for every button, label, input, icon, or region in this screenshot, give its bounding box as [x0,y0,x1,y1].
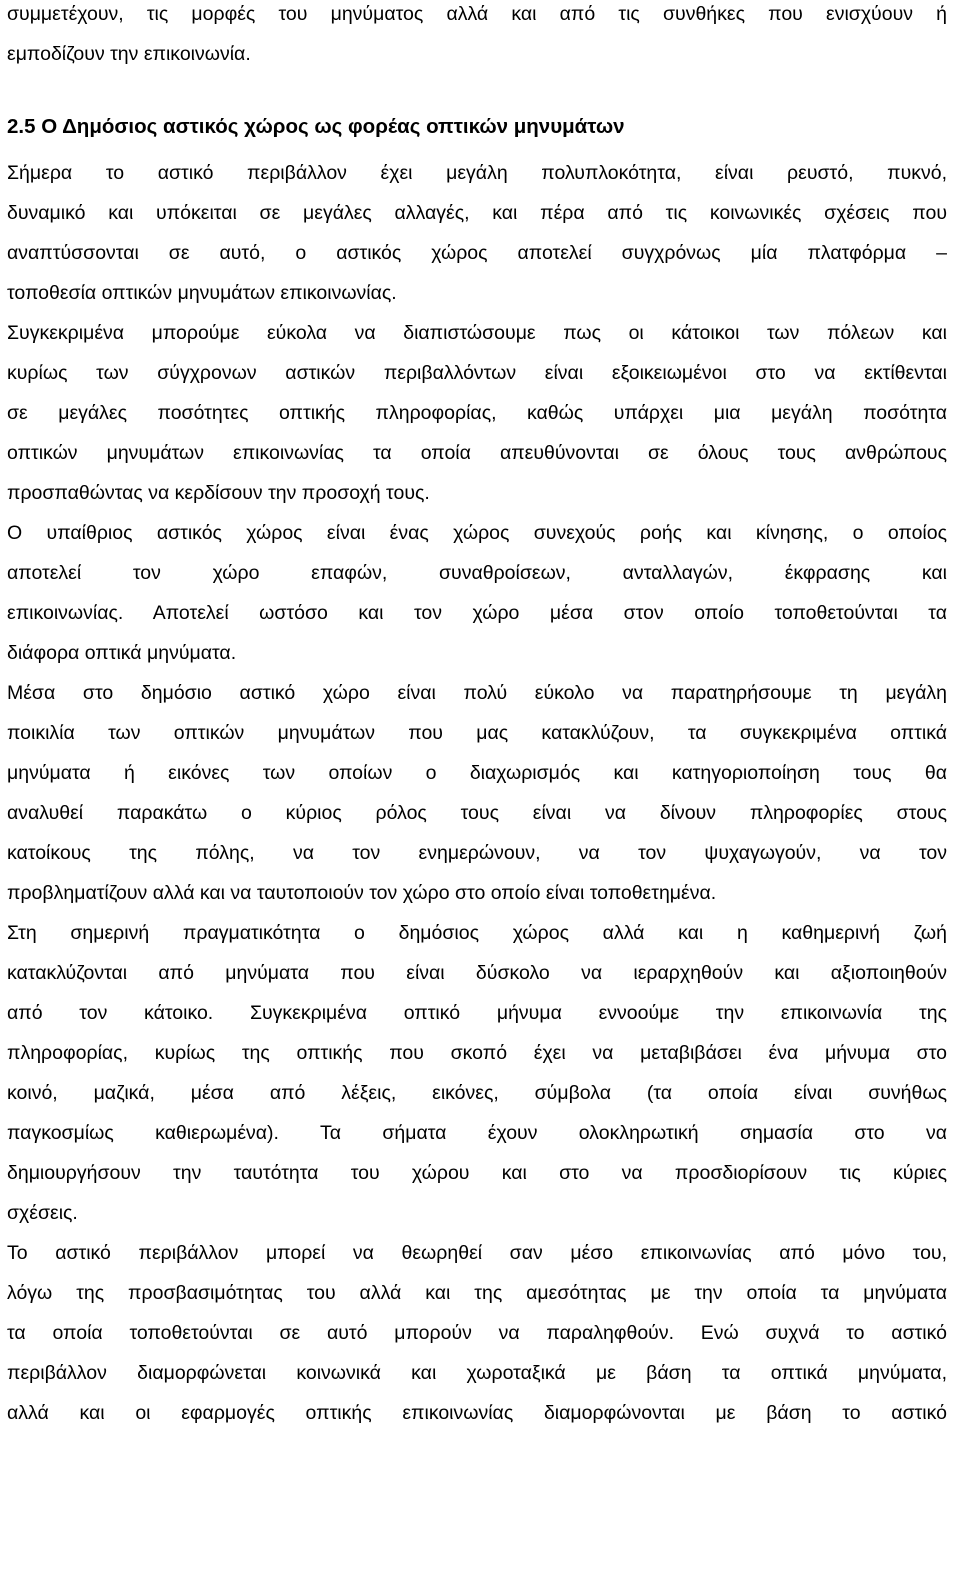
text-line: κατοίκους της πόλης, να τον ενημερώνουν, να τον ψυχαγωγούν, να τον [7,842,947,864]
text-line: περιβάλλον διαμορφώνεται κοινωνικά και χωροταξικά με βάση τα οπτικά μηνύματα, [7,1362,947,1384]
text-line: λόγω της προσβασιμότητας του αλλά και της αμεσότητας με την οποία τα μηνύματα [7,1282,947,1304]
text-line: προβληματίζουν αλλά και να ταυτοποιούν τον χώρο στο οποίο είναι τοποθετημένα. [7,882,717,904]
paragraph-4 [7,673,947,913]
text-line: ποικιλία των οπτικών μηνυμάτων που μας κατακλύζουν, τα συγκεκριμένα οπτικά [7,722,947,744]
paragraph-3 [7,513,947,673]
text-line: συμμετέχουν, τις μορφές του μηνύματος αλλά και από τις συνθήκες που ενισχύουν ή [7,3,947,25]
paragraph-5 [7,913,947,1233]
text-line: αλλά και οι εφαρμογές οπτικής επικοινωνίας διαμορφώνονται με βάση το αστικό [7,1402,947,1424]
text-line: σε μεγάλες ποσότητες οπτικής πληροφορίας, καθώς υπάρχει μια μεγάλη ποσότητα [7,402,947,424]
text-line: αναπτύσσονται σε αυτό, ο αστικός χώρος αποτελεί συγχρόνως μία πλατφόρμα – [7,242,947,264]
text-line: Σήμερα το αστικό περιβάλλον έχει μεγάλη πολυπλοκότητα, είναι ρευστό, πυκνό, [7,162,947,184]
text-line: αναλυθεί παρακάτω ο κύριος ρόλος τους είναι να δίνουν πληροφορίες στους [7,802,947,824]
text-line: πληροφορίας, κυρίως της οπτικής που σκοπό έχει να μεταβιβάσει ένα μήνυμα στο [7,1042,947,1064]
text-line: σχέσεις. [7,1202,78,1224]
section-heading: 2.5 Ο Δημόσιος αστικός χώρος ως φορέας οπτικών μηνυμάτων [7,115,625,138]
paragraph-1 [7,153,947,313]
text-line: οπτικών μηνυμάτων επικοινωνίας τα οποία απευθύνονται σε όλους τους ανθρώπους [7,442,947,464]
text-line: δημιουργήσουν την ταυτότητα του χώρου και στο να προσδιορίσουν τις κύριες [7,1162,947,1184]
text-line: κοινό, μαζικά, μέσα από λέξεις, εικόνες, σύμβολα (τα οποία είναι συνήθως [7,1082,947,1104]
text-line: τοποθεσία οπτικών μηνυμάτων επικοινωνίας. [7,282,397,304]
text-line: παγκοσμίως καθιερωμένα). Τα σήματα έχουν ολοκληρωτική σημασία στο να [7,1122,947,1144]
text-line: τα οποία τοποθετούνται σε αυτό μπορούν να παραληφθούν. Ενώ συχνά το αστικό [7,1322,947,1344]
text-line: Στη σημερινή πραγματικότητα ο δημόσιος χώρος αλλά και η καθημερινή ζωή [7,922,947,944]
spacer [7,74,947,107]
text-line: επικοινωνίας. Αποτελεί ωστόσο και τον χώρο μέσα στον οποίο τοποθετούνται τα [7,602,947,624]
paragraph-6 [7,1233,947,1433]
text-line: Συγκεκριμένα μπορούμε εύκολα να διαπιστώσουμε πως οι κάτοικοι των πόλεων και [7,322,947,344]
text-line: κυρίως των σύγχρονων αστικών περιβαλλόντων είναι εξοικειωμένοι στο να εκτίθενται [7,362,947,384]
document-page [7,0,947,1433]
text-line: μηνύματα ή εικόνες των οποίων ο διαχωρισμός και κατηγοριοποίηση τους θα [7,762,947,784]
text-line: κατακλύζονται από μηνύματα που είναι δύσκολο να ιεραρχηθούν και αξιοποιηθούν [7,962,947,984]
text-line: Ο υπαίθριος αστικός χώρος είναι ένας χώρος συνεχούς ροής και κίνησης, ο οποίος [7,522,947,544]
text-line: Μέσα στο δημόσιο αστικό χώρο είναι πολύ εύκολο να παρατηρήσουμε τη μεγάλη [7,682,947,704]
text-line: αποτελεί τον χώρο επαφών, συναθροίσεων, ανταλλαγών, έκφρασης και [7,562,947,584]
continuation-paragraph [7,0,947,74]
text-line: Το αστικό περιβάλλον μπορεί να θεωρηθεί σαν μέσο επικοινωνίας από μόνο του, [7,1242,947,1264]
text-line: δυναμικό και υπόκειται σε μεγάλες αλλαγές, και πέρα από τις κοινωνικές σχέσεις που [7,202,947,224]
text-line: από τον κάτοικο. Συγκεκριμένα οπτικό μήνυμα εννοούμε την επικοινωνία της [7,1002,947,1024]
text-line: εμποδίζουν την επικοινωνία. [7,43,251,65]
text-line: διάφορα οπτικά μηνύματα. [7,642,237,664]
paragraph-2 [7,313,947,513]
text-line: προσπαθώντας να κερδίσουν την προσοχή τους. [7,482,430,504]
